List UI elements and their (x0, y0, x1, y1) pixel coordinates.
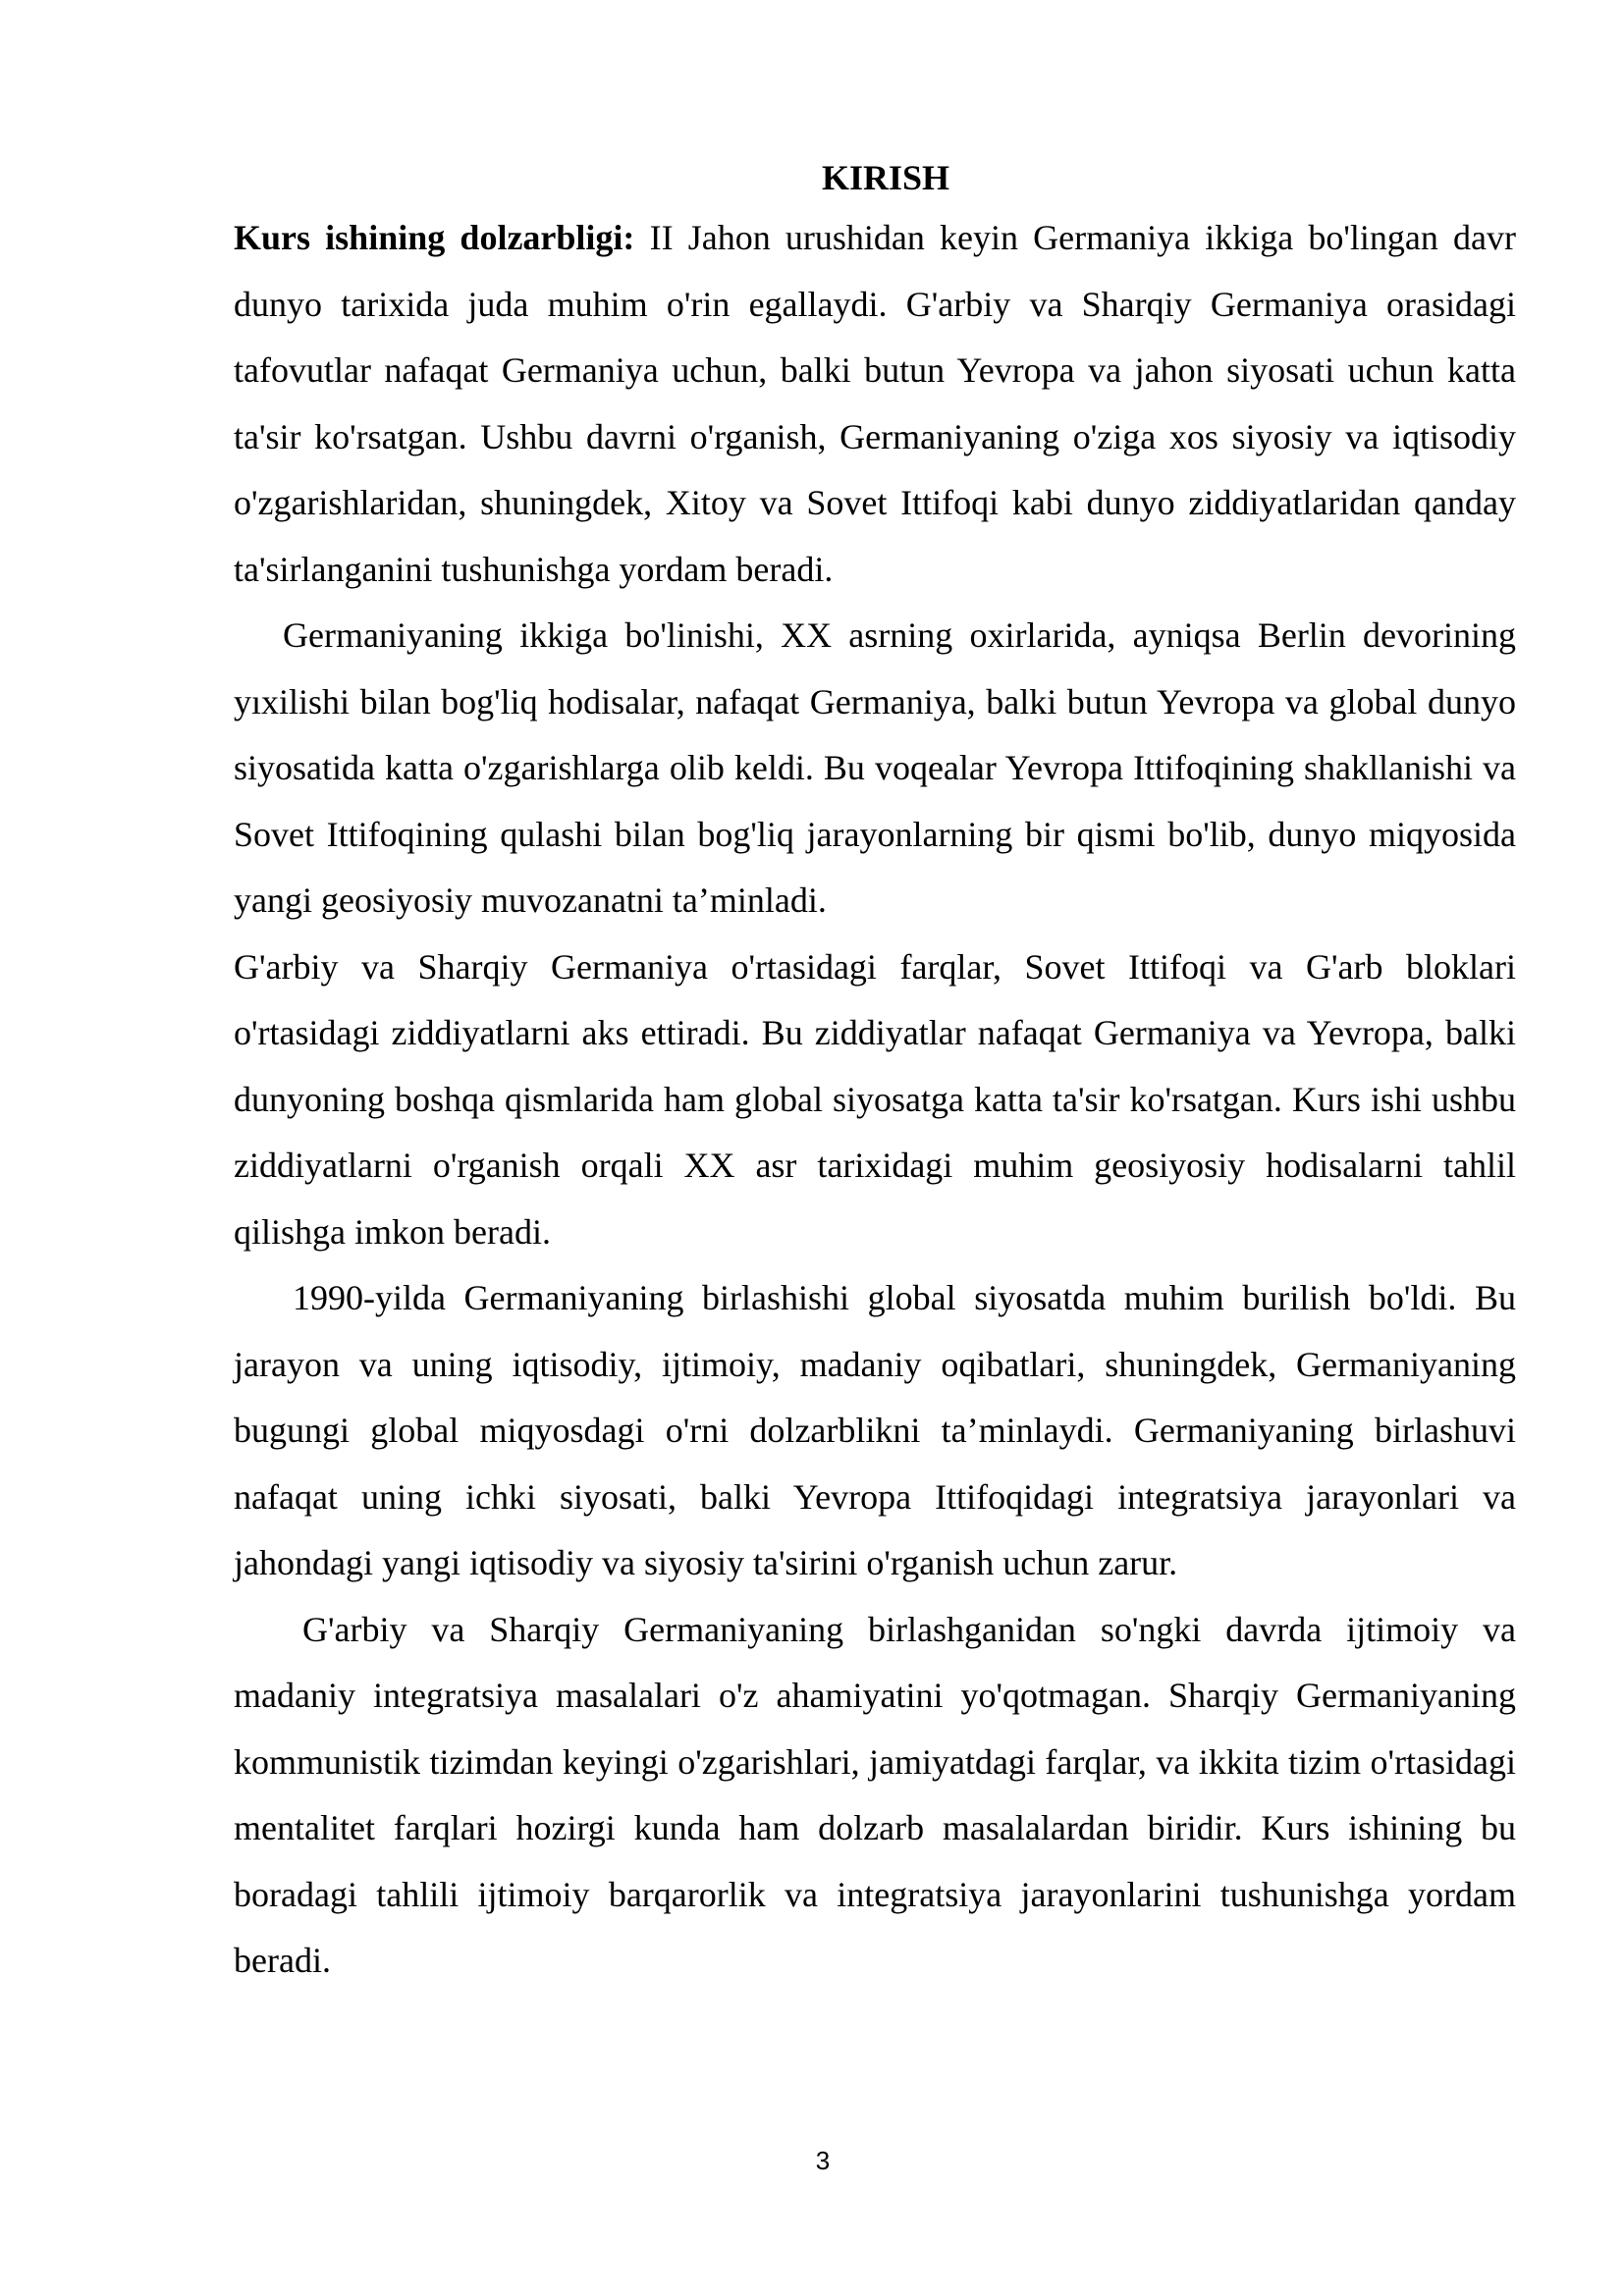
paragraph-division: Germaniyaning ikkiga bo'linishi, XX asrning oxirlarida, ayniqsa Berlin devorining yıxilishi bilan bog'liq hodisalar, nafaqat Germaniya, balki butun Yevropa va global dunyo siyosatida katta o'zgarishlarga olib keldi. Bu voqealar Yevropa Ittifoqining shakllanishi va Sovet Ittifoqining qulashi bilan bog'liq jarayonlarning bir qismi bo'lib, dunyo miqyosida yangi geosiyosiy muvozanatni ta’minladi. (234, 615, 1516, 920)
page-content (234, 150, 1516, 1995)
paragraph-lead: Kurs ishining dolzarbligi: (234, 218, 635, 257)
paragraph-text: II Jahon urushidan keyin Germaniya ikkiga bo'lingan davr dunyo tarixida juda muhim o'rin egallaydi. G'arbiy va Sharqiy Germaniya orasidagi tafovutlar nafaqat Germaniya uchun, balki butun Yevropa va jahon siyosati uchun katta ta'sir ko'rsatgan. Ushbu davrni o'rganish, Germaniyaning o'ziga xos siyosiy va iqtisodiy o'zgarishlaridan, shuningdek, Xitoy va Sovet Ittifoqi kabi dunyo ziddiyatlaridan qanday ta'sirlanganini tushunishga yordam beradi. (234, 218, 1516, 589)
paragraph-reunification: 1990-yilda Germaniyaning birlashishi global siyosatda muhim burilish bo'ldi. Bu jarayon va uning iqtisodiy, ijtimoiy, madaniy oqibatlari, shuningdek, Germaniyaning bugungi global miqyosdagi o'rni dolzarblikni ta’minlaydi. Germaniyaning birlashuvi nafaqat uning ichki siyosati, balki Yevropa Ittifoqidagi integratsiya jarayonlari va jahondagi yangi iqtisodiy va siyosiy ta'sirini o'rganish uchun zarur. (234, 1278, 1516, 1582)
paragraph-differences: G'arbiy va Sharqiy Germaniya o'rtasidagi farqlar, Sovet Ittifoqi va G'arb bloklari o'rtasidagi ziddiyatlarni aks ettiradi. Bu ziddiyatlar nafaqat Germaniya va Yevropa, balki dunyoning boshqa qismlarida ham global siyosatga katta ta'sir ko'rsatgan. Kurs ishi ushbu ziddiyatlarni o'rganish orqali XX asr tarixidagi muhim geosiyosiy hodisalarni tahlil qilishga imkon beradi. (234, 946, 1516, 1252)
paragraph-integration: G'arbiy va Sharqiy Germaniyaning birlashganidan so'ngki davrda ijtimoiy va madaniy integratsiya masalalari o'z ahamiyatini yo'qotmagan. Sharqiy Germaniyaning kommunistik tizimdan keyingi o'zgarishlari, jamiyatdagi farqlar, va ikkita tizim o'rtasidagi mentalitet farqlari hozirgi kunda ham dolzarb masalalardan biridir. Kurs ishining bu boradagi tahlili ijtimoiy barqarorlik va integratsiya jarayonlarini tushunishga yordam beradi. (234, 1609, 1516, 1980)
section-heading: KIRISH (821, 158, 950, 197)
paragraph-relevance (234, 205, 1516, 603)
page-number: 3 (815, 2146, 831, 2175)
